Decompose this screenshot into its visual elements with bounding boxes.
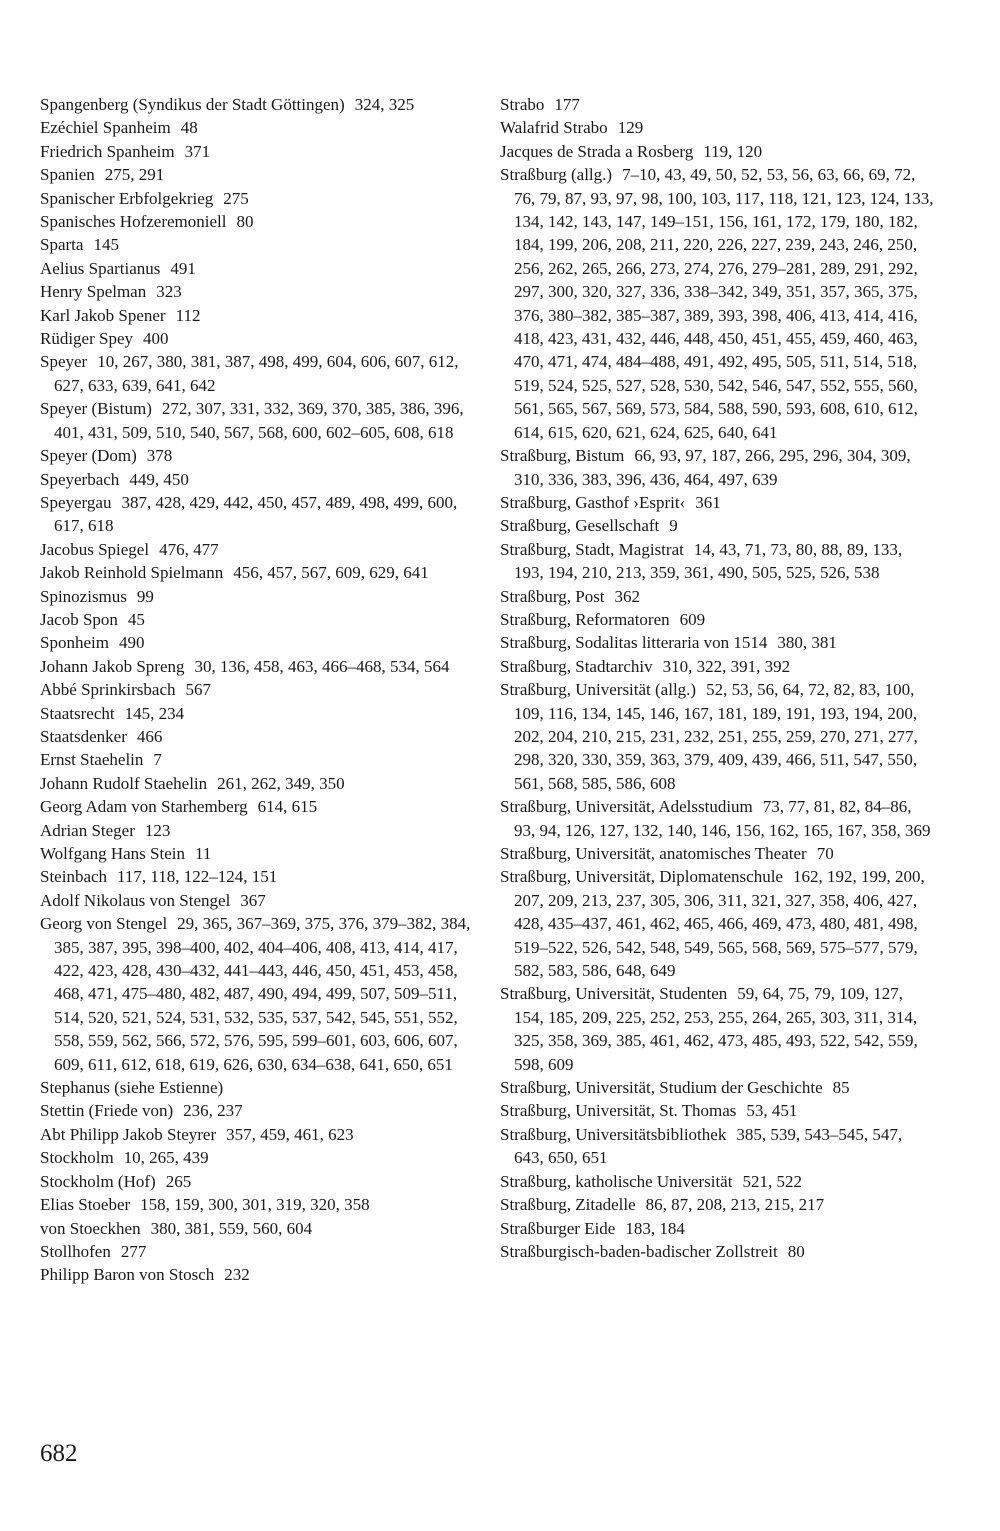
index-term: Georg Adam von Starhemberg xyxy=(40,797,248,817)
index-entry xyxy=(500,585,934,608)
index-term: Henry Spelman xyxy=(40,282,147,302)
index-entry xyxy=(40,468,476,491)
page-references: 275 xyxy=(223,188,249,208)
index-term: Walafrid Strabo xyxy=(500,118,608,138)
index-entry xyxy=(40,702,476,725)
page-references: 52, 53, 56, 64, 72, 82, 83, 100, 109, 116, 134, 145, 146, 167, 181, 189, 191, 193, 194, 200, 202, 204, 210, 215, 231, 232, 251, 255, 259, 270, 271, 277, 298, 320, 330, 359, 363, 379, 409, 439, 466, 511, 547, 550, 561, 568, 585, 586, 608 xyxy=(514,680,918,793)
index-entry xyxy=(40,350,476,397)
index-entry xyxy=(500,140,934,163)
index-entry xyxy=(40,608,476,631)
page-references: 85 xyxy=(832,1078,850,1098)
index-term: von Stoeckhen xyxy=(40,1218,141,1238)
index-entry xyxy=(500,631,934,654)
index-entry xyxy=(40,116,476,139)
index-term: Adolf Nikolaus von Stengel xyxy=(40,890,231,910)
index-term: Straßburgisch-baden-badischer Zollstreit xyxy=(500,1241,778,1261)
page-references: 53, 451 xyxy=(746,1101,798,1121)
page-references: 29, 365, 367–369, 375, 376, 379–382, 384, 385, 387, 395, 398–400, 402, 404–406, 408, 413, 414, 417, 422, 423, 428, 430–432, 441–443, 446, 450, 451, 453, 458, 468, 471, 475–480, 482, 487, 490, 494, 499, 507, 509–511, 514, 520, 521, 524, 531, 532, 535, 537, 542, 545, 551, 552, 558, 559, 562, 566, 572, 576, 595, 599–601, 603, 606, 607, 609, 611, 612, 618, 619, 626, 630, 634–638, 641, 650, 651 xyxy=(54,914,471,1074)
page-references: 449, 450 xyxy=(129,469,189,489)
page-references: 183, 184 xyxy=(625,1218,685,1238)
page-references: 162, 192, 199, 200, 207, 209, 213, 237, 305, 306, 311, 321, 327, 358, 406, 427, 428, 435–437, 461, 462, 465, 466, 469, 473, 480, 481, 498, 519–522, 526, 542, 548, 549, 565, 568, 569, 575–577, 579, 582, 583, 586, 648, 649 xyxy=(514,867,925,981)
page-references: 119, 120 xyxy=(703,141,763,161)
page-references: 236, 237 xyxy=(183,1101,243,1121)
index-column-left xyxy=(40,93,476,1287)
index-entry xyxy=(40,819,476,842)
index-term: Johann Jakob Spreng xyxy=(40,656,185,676)
index-entry xyxy=(500,514,934,537)
index-entry xyxy=(40,538,476,561)
index-entry xyxy=(40,491,476,538)
index-entry xyxy=(40,865,476,888)
index-term: Straßburg, Universität, St. Thomas xyxy=(500,1101,737,1121)
page-references: 9 xyxy=(669,516,678,536)
index-term: Straßburg, Post xyxy=(500,586,605,606)
page-references: 371 xyxy=(184,141,211,161)
index-term: Stockholm (Hof) xyxy=(40,1171,156,1191)
index-entry xyxy=(40,257,476,280)
page-references: 614, 615 xyxy=(257,797,318,817)
index-entry xyxy=(40,772,476,795)
index-term: Straßburg, Universität, Diplomatenschule xyxy=(500,867,783,887)
index-entry xyxy=(40,655,476,678)
index-entry xyxy=(500,1076,934,1099)
index-entry xyxy=(500,1099,934,1122)
page-references: 476, 477 xyxy=(159,539,219,559)
index-entry xyxy=(500,1217,934,1240)
page-references: 272, 307, 331, 332, 369, 370, 385, 386, 396, 401, 431, 509, 510, 540, 567, 568, 600, 602–605, 608, 618 xyxy=(54,399,464,442)
index-term: Straßburg, Universitätsbibliothek xyxy=(500,1124,727,1144)
index-entry xyxy=(40,912,476,1076)
index-entry xyxy=(40,444,476,467)
index-term: Stollhofen xyxy=(40,1241,111,1261)
page-references: 123 xyxy=(144,820,171,840)
index-term: Karl Jakob Spener xyxy=(40,305,166,325)
index-term: Rüdiger Spey xyxy=(40,329,134,349)
page-references: 456, 457, 567, 609, 629, 641 xyxy=(233,563,429,583)
page-references: 362 xyxy=(614,586,641,606)
page-references: 177 xyxy=(554,95,580,114)
page-references: 491 xyxy=(170,258,196,278)
page-references: 521, 522 xyxy=(742,1171,802,1191)
index-term: Spanischer Erbfolgekrieg xyxy=(40,188,214,208)
index-entry xyxy=(40,1076,476,1099)
index-term: Stettin (Friede von) xyxy=(40,1101,174,1121)
index-entry xyxy=(500,491,934,514)
page-references: 275, 291 xyxy=(104,165,165,185)
index-term: Straßburg, Gesellschaft xyxy=(500,516,660,536)
index-term: Speyer (Dom) xyxy=(40,446,137,466)
index-entry xyxy=(500,842,934,865)
page-references: 323 xyxy=(156,282,182,302)
index-term: Speyergau xyxy=(40,492,112,512)
index-term: Spanisches Hofzeremoniell xyxy=(40,212,227,232)
index-term: Staatsrecht xyxy=(40,703,115,723)
index-term: Georg von Stengel xyxy=(40,914,168,934)
index-entry xyxy=(40,304,476,327)
index-term: Strabo xyxy=(500,95,545,114)
index-term: Straßburg, Universität, anatomisches Theater xyxy=(500,844,807,863)
index-term: Straßburg, Universität, Adelsstudium xyxy=(500,797,753,817)
index-entry xyxy=(500,608,934,631)
index-entry xyxy=(500,655,934,678)
index-entry xyxy=(40,631,476,654)
page-references: 357, 459, 461, 623 xyxy=(226,1124,354,1144)
index-term: Straßburg, Universität, Studenten xyxy=(500,984,728,1004)
index-term: Spanien xyxy=(40,165,95,185)
page-references: 387, 428, 429, 442, 450, 457, 489, 498, 499, 600, 617, 618 xyxy=(54,492,458,536)
index-entry xyxy=(40,1240,476,1263)
index-entry xyxy=(40,233,476,256)
page-references: 80 xyxy=(236,212,254,232)
index-entry xyxy=(40,1263,476,1286)
page-references: 30, 136, 458, 463, 466–468, 534, 564 xyxy=(194,656,450,676)
page-number: 682 xyxy=(40,1440,78,1467)
page-references: 11 xyxy=(195,844,212,863)
page-references: 490 xyxy=(118,633,145,653)
page-references: 59, 64, 75, 79, 109, 127, 154, 185, 209, 225, 252, 253, 255, 264, 265, 303, 311, 314, 325, 358, 369, 385, 461, 462, 473, 485, 493, 522, 542, 559, 598, 609 xyxy=(514,984,918,1074)
index-term: Straßburg, Bistum xyxy=(500,446,625,466)
index-entry xyxy=(40,163,476,186)
page-references: 112 xyxy=(175,305,201,325)
page-references: 73, 77, 81, 82, 84–86, 93, 94, 126, 127, 132, 140, 146, 156, 162, 165, 167, 358, 369 xyxy=(514,797,931,840)
index-term: Elias Stoeber xyxy=(40,1195,131,1215)
index-entry xyxy=(40,748,476,771)
page-references: 7 xyxy=(153,750,162,770)
index-entry xyxy=(40,1217,476,1240)
index-term: Straßburg, Universität (allg.) xyxy=(500,680,697,700)
page-references: 45 xyxy=(127,609,145,629)
page-references: 310, 322, 391, 392 xyxy=(662,656,791,676)
index-term: Straßburg, Stadtarchiv xyxy=(500,656,653,676)
page-references: 367 xyxy=(240,890,266,910)
index-entry xyxy=(40,561,476,584)
index-entry xyxy=(40,1099,476,1122)
index-entry xyxy=(40,140,476,163)
index-entry xyxy=(40,1170,476,1193)
index-term: Abt Philipp Jakob Steyrer xyxy=(40,1124,217,1144)
page-references: 277 xyxy=(120,1241,147,1261)
page-references: 48 xyxy=(180,118,198,138)
page-references: 80 xyxy=(787,1241,805,1261)
index-term: Sponheim xyxy=(40,633,109,653)
index-term: Friedrich Spanheim xyxy=(40,141,175,161)
index-entry xyxy=(40,678,476,701)
index-term: Wolfgang Hans Stein xyxy=(40,844,185,863)
page-references: 378 xyxy=(146,446,173,466)
index-entry xyxy=(500,865,934,982)
index-entry xyxy=(500,93,934,116)
index-term: Steinbach xyxy=(40,867,108,887)
page-references: 361 xyxy=(695,492,721,512)
index-entry xyxy=(500,678,934,795)
index-term: Stephanus (siehe Estienne) xyxy=(40,1078,224,1098)
index-term: Speyer xyxy=(40,352,88,372)
page-references: 400 xyxy=(143,329,169,349)
index-entry xyxy=(40,585,476,608)
index-entry xyxy=(40,889,476,912)
index-term: Straßburg, Gasthof ›Esprit‹ xyxy=(500,492,686,512)
index-entry xyxy=(40,93,476,116)
index-term: Johann Rudolf Staehelin xyxy=(40,773,208,793)
page-references: 232 xyxy=(224,1265,250,1285)
index-term: Abbé Sprinkirsbach xyxy=(40,680,176,700)
page-references: 265 xyxy=(165,1171,192,1191)
index-term: Straßburg, Zitadelle xyxy=(500,1195,636,1215)
index-entry xyxy=(500,116,934,139)
page-references: 7–10, 43, 49, 50, 52, 53, 56, 63, 66, 69, 72, 76, 79, 87, 93, 97, 98, 100, 103, 117, 118, 121, 123, 124, 133, 134, 142, 143, 147, 149–151, 156, 161, 172, 179, 180, 182, 184, 199, 206, 208, 211, 220, 226, 227, 239, 243, 246, 250, 256, 262, 265, 266, 273, 274, 276, 279–281, 289, 291, 292, 297, 300, 320, 327, 336, 338–342, 349, 351, 357, 365, 375, 376, 380–382, 385–387, 389, 393, 398, 406, 413, 414, 416, 418, 423, 431, 432, 446, 448, 450, 451, 455, 459, 460, 463, 470, 471, 474, 484–488, 491, 492, 495, 505, 511, 514, 518, 519, 524, 525, 527, 528, 530, 542, 546, 547, 552, 555, 560, 561, 565, 567, 569, 573, 584, 588, 590, 593, 608, 610, 612, 614, 615, 620, 621, 624, 625, 640, 641 xyxy=(514,165,934,442)
index-entry xyxy=(500,1193,934,1216)
page-references: 66, 93, 97, 187, 266, 295, 296, 304, 309, 310, 336, 383, 396, 436, 464, 497, 639 xyxy=(514,446,911,489)
page-references: 380, 381 xyxy=(777,633,837,653)
index-entry xyxy=(40,280,476,303)
index-term: Straßburg, Stadt, Magistrat xyxy=(500,539,684,559)
page-references: 14, 43, 71, 73, 80, 88, 89, 133, 193, 194, 210, 213, 359, 361, 490, 505, 525, 526, 538 xyxy=(514,539,903,583)
index-term: Speyerbach xyxy=(40,469,120,489)
page-references: 324, 325 xyxy=(354,95,415,114)
index-term: Aelius Spartianus xyxy=(40,258,161,278)
index-term: Philipp Baron von Stosch xyxy=(40,1265,215,1285)
index-entry xyxy=(40,1146,476,1169)
index-term: Jacobus Spiegel xyxy=(40,539,150,559)
index-entry xyxy=(500,538,934,585)
index-term: Straßburger Eide xyxy=(500,1218,616,1238)
index-entry xyxy=(40,210,476,233)
index-entry xyxy=(40,397,476,444)
page-references: 145, 234 xyxy=(124,703,185,723)
page-references: 10, 267, 380, 381, 387, 498, 499, 604, 606, 607, 612, 627, 633, 639, 641, 642 xyxy=(54,352,459,395)
index-entry xyxy=(40,187,476,210)
index-term: Staatsdenker xyxy=(40,726,127,746)
index-term: Ernst Staehelin xyxy=(40,750,144,770)
index-term: Straßburg (allg.) xyxy=(500,165,613,185)
index-entry xyxy=(40,795,476,818)
index-entry xyxy=(500,1123,934,1170)
page-references: 261, 262, 349, 350 xyxy=(217,773,345,793)
index-term: Straßburg, Reformatoren xyxy=(500,609,670,629)
index-entry xyxy=(500,982,934,1076)
page-references: 145 xyxy=(93,235,119,255)
index-entry xyxy=(40,1193,476,1216)
index-term: Jacques de Strada a Rosberg xyxy=(500,141,694,161)
page-references: 129 xyxy=(617,118,644,138)
index-term: Stockholm xyxy=(40,1148,114,1168)
index-entry xyxy=(500,444,934,491)
index-entry xyxy=(500,1170,934,1193)
page-references: 609 xyxy=(679,609,706,629)
index-term: Speyer (Bistum) xyxy=(40,399,152,419)
index-term: Spinozismus xyxy=(40,586,127,606)
index-entry xyxy=(40,327,476,350)
page-references: 10, 265, 439 xyxy=(123,1148,209,1168)
page-references: 99 xyxy=(136,586,154,606)
index-term: Jakob Reinhold Spielmann xyxy=(40,563,224,583)
page-references: 70 xyxy=(816,844,834,863)
page-references: 567 xyxy=(185,680,212,700)
page-references: 117, 118, 122–124, 151 xyxy=(117,867,278,887)
page-references: 380, 381, 559, 560, 604 xyxy=(150,1218,313,1238)
index-term: Jacob Spon xyxy=(40,609,118,629)
index-term: Adrian Steger xyxy=(40,820,135,840)
index-term: Ezéchiel Spanheim xyxy=(40,118,171,138)
index-column-right xyxy=(500,93,934,1263)
index-term: Straßburg, Universität, Studium der Geschichte xyxy=(500,1078,823,1098)
index-term: Sparta xyxy=(40,235,84,255)
index-entry xyxy=(500,795,934,842)
index-term: Straßburg, Sodalitas litteraria von 1514 xyxy=(500,633,768,653)
index-term: Straßburg, katholische Universität xyxy=(500,1171,733,1191)
index-entry xyxy=(40,1123,476,1146)
index-entry xyxy=(40,725,476,748)
page-references: 86, 87, 208, 213, 215, 217 xyxy=(645,1195,825,1215)
page-references: 385, 539, 543–545, 547, 643, 650, 651 xyxy=(514,1124,903,1168)
index-term: Spangenberg (Syndikus der Stadt Göttingen) xyxy=(40,95,345,114)
index-entry xyxy=(40,842,476,865)
index-entry xyxy=(500,163,934,444)
index-entry xyxy=(500,1240,934,1263)
page-references: 466 xyxy=(136,726,163,746)
page-references: 158, 159, 300, 301, 319, 320, 358 xyxy=(140,1195,370,1215)
